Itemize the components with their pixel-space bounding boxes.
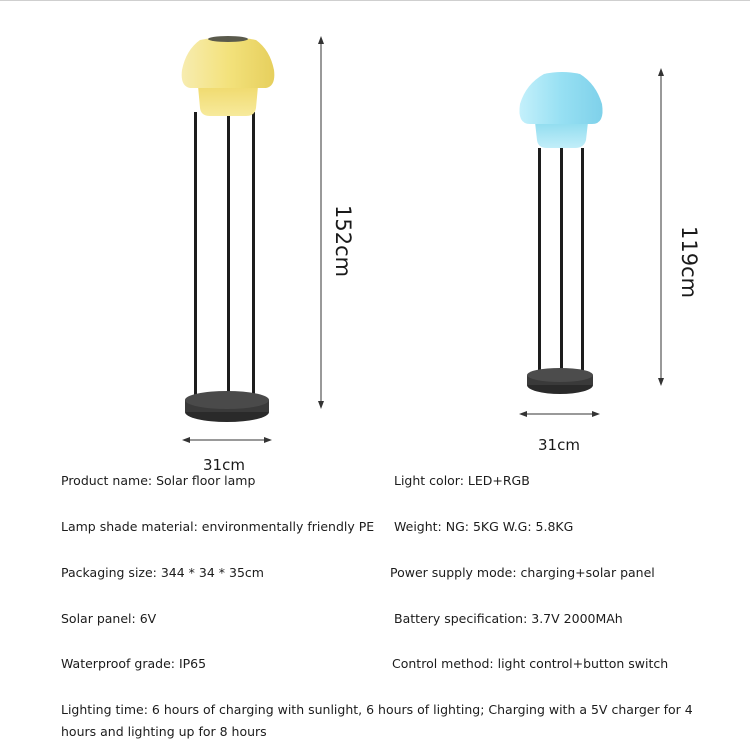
lamp-right-legs bbox=[538, 148, 584, 374]
lamp-right-height-arrow bbox=[658, 68, 664, 386]
lamp-left-height-label: 152cm bbox=[331, 205, 355, 278]
lamp-right bbox=[519, 72, 602, 394]
lamp-right-height-label: 119cm bbox=[677, 226, 701, 299]
lamp-right-cup bbox=[535, 122, 588, 148]
spec-weight: Weight: NG: 5KG W.G: 5.8KG bbox=[394, 519, 574, 534]
lamp-left-base bbox=[185, 391, 269, 422]
spec-lighting-time: Lighting time: 6 hours of charging with sunlight, 6 hours of lighting; Charging with a 5V charger for 4 hours and lighting up for 8 hours bbox=[61, 702, 693, 739]
lamp-right-width-label: 31cm bbox=[538, 436, 580, 454]
lamp-left bbox=[182, 36, 275, 422]
lamp-right-base bbox=[527, 368, 593, 394]
spec-shade-material: Lamp shade material: environmentally friendly PE bbox=[61, 519, 375, 534]
spec-control-method: Control method: light control+button switch bbox=[392, 656, 669, 671]
lamp-left-width-arrow bbox=[182, 437, 272, 443]
lamp-right-width-arrow bbox=[519, 411, 600, 417]
spec-light-color: Light color: LED+RGB bbox=[394, 473, 530, 488]
lamp-left-shade bbox=[182, 37, 275, 88]
lamp-left-cup bbox=[198, 86, 258, 116]
spec-product-name: Product name: Solar floor lamp bbox=[61, 473, 256, 488]
lamp-left-solar-panel bbox=[208, 36, 248, 42]
spec-battery: Battery specification: 3.7V 2000MAh bbox=[394, 611, 623, 626]
spec-packaging-size: Packaging size: 344 * 34 * 35cm bbox=[61, 565, 264, 580]
spec-power-supply: Power supply mode: charging+solar panel bbox=[390, 565, 655, 580]
lamp-left-width-label: 31cm bbox=[203, 456, 245, 474]
spec-waterproof: Waterproof grade: IP65 bbox=[61, 656, 207, 671]
lamp-left-legs bbox=[194, 112, 255, 398]
lamp-left-height-arrow bbox=[318, 36, 324, 409]
lamp-right-shade bbox=[519, 72, 602, 124]
spec-solar-panel: Solar panel: 6V bbox=[61, 611, 157, 626]
